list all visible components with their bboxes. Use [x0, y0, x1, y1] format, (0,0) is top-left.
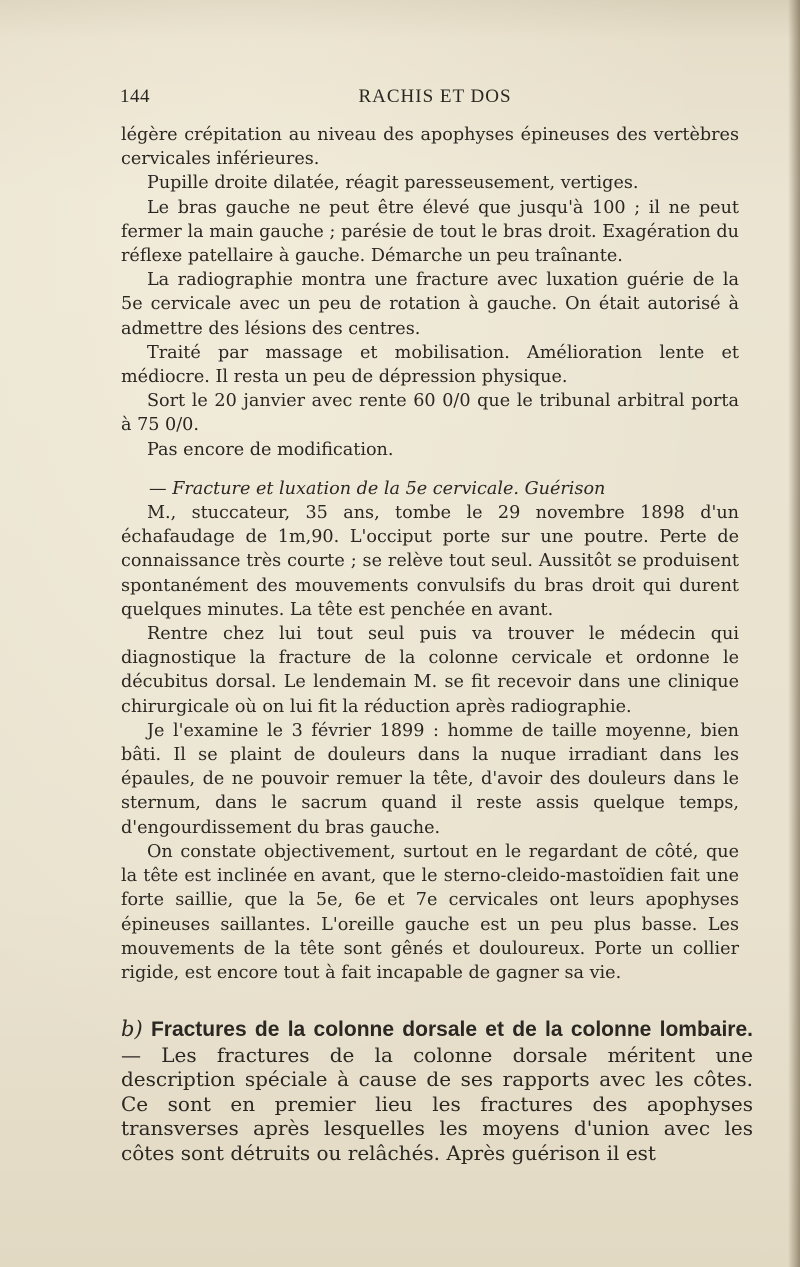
paragraph: La radiographie montra une fracture avec luxation guérie de la 5e cervicale avec un peu de rotation à gauche. On était autorisé à admettre des lésions des centres.	[121, 270, 739, 339]
subsection-paragraph	[121, 1017, 753, 1165]
case-heading	[121, 477, 739, 501]
body-text	[121, 123, 739, 985]
case-heading-dash: —	[149, 478, 167, 499]
paragraph: Pas encore de modification.	[147, 439, 394, 460]
page-header	[120, 86, 750, 112]
paragraph: légère crépitation au niveau des apophyses épineuses des vertèbres cervicales inférieures.	[121, 125, 739, 170]
subsection-text: Les fractures de la colonne dorsale méritent une description spéciale à cause de ses rapports avec les côtes. Ce sont en premier lieu les fractures des apophyses transverses après lesquelles les moyens d'union avec les côtes sont détruits ou relâchés. Après guérison il est	[121, 1042, 753, 1165]
subsection-block	[121, 1017, 753, 1165]
subsection-letter: b)	[121, 1017, 143, 1041]
paragraph: Traité par massage et mobilisation. Amélioration lente et médiocre. Il resta un peu de dépression physique.	[121, 342, 739, 388]
paragraph: Sort le 20 janvier avec rente 60 0/0 que le tribunal arbitral porta à 75 0/0.	[121, 391, 739, 436]
subsection-title: Fractures de la colonne dorsale et de la colonne lombaire.	[150, 1018, 753, 1041]
paragraph: Pupille droite dilatée, réagit paresseusement, vertiges.	[147, 173, 639, 194]
case-heading-title: Fracture et luxation de la 5e cervicale. Guérison	[172, 478, 606, 499]
page-binding-edge	[788, 0, 800, 1267]
subsection-dash: —	[121, 1042, 141, 1067]
case-paragraph: Rentre chez lui tout seul puis va trouver le médecin qui diagnostique la fracture de la colonne cervicale et ordonne le décubitus dorsal. Le lendemain M. se fit recevoir dans une clinique chirurgicale où on lui fit la réduction après radiographie.	[121, 624, 739, 717]
running-title: RACHIS ET DOS	[358, 86, 512, 107]
case-paragraph: On constate objectivement, surtout en le regardant de côté, que la tête est inclinée en avant, que le sterno-cleido-mastoïdien fait une forte saillie, que la 5e, 6e et 7e cervicales ont leurs apophyses épineuses saillantes. L'oreille gauche est un peu plus basse. Les mouvements de la tête sont gênés et douloureux. Porte un collier rigide, est encore tout à fait incapable de gagner sa vie.	[121, 841, 739, 983]
case-paragraph: M., stuccateur, 35 ans, tombe le 29 novembre 1898 d'un échafaudage de 1m,90. L'occiput porte sur une poutre. Perte de connaissance très courte ; se relève tout seul. Aussitôt se produisent spontanément des mouvements convulsifs du bras droit qui durent quelques minutes. La tête est penchée en avant.	[121, 503, 739, 620]
page-number: 144	[120, 86, 150, 107]
paragraph: Le bras gauche ne peut être élevé que jusqu'à 100 ; il ne peut fermer la main gauche ; parésie de tout le bras droit. Exagération du réflexe patellaire à gauche. Démarche un peu traînante.	[121, 197, 739, 267]
case-paragraph: Je l'examine le 3 février 1899 : homme de taille moyenne, bien bâti. Il se plaint de douleurs dans la nuque irradiant dans les épaules, de ne pouvoir remuer la tête, d'avoir des douleurs dans le sternum, dans le sacrum quand il reste assis quelque temps, d'engourdissement du bras gauche.	[121, 720, 739, 838]
subsection-label	[121, 1018, 753, 1041]
